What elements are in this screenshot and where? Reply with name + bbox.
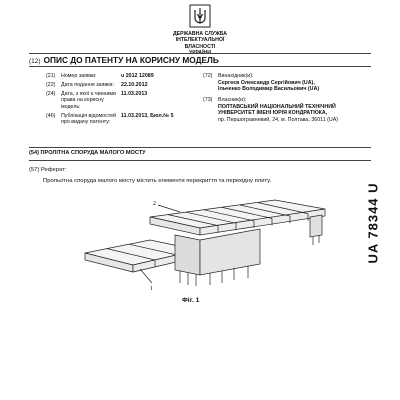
divider-title-bottom — [29, 160, 371, 161]
biblio-code: (46) — [46, 113, 56, 119]
biblio-code: (21) — [46, 73, 56, 79]
owner-name: ПОЛТАВСЬКИЙ НАЦІОНАЛЬНИЙ ТЕХНІЧНИЙ УНІВЕРСИТЕТ ІМЕНІ ЮРІЯ КОНДРАТЮКА, — [218, 103, 336, 117]
biblio-value: 11.03.2013, Бюл.№ 5 — [121, 113, 174, 119]
divider-biblio — [29, 147, 371, 148]
office-line-1: ДЕРЖАВНА СЛУЖБА — [172, 31, 228, 37]
owner-label: Власник(и): — [218, 97, 247, 103]
patent-number-vertical — [358, 178, 388, 268]
figure-caption: Фіг. 1 — [182, 297, 200, 304]
title-text: ПРОЛІТНА СПОРУДА МАЛОГО МОСТУ — [40, 150, 146, 156]
biblio-value: 11.03.2013 — [121, 91, 148, 97]
divider-top — [29, 53, 371, 54]
doc-type-text: ОПИС ДО ПАТЕНТУ НА КОРИСНУ МОДЕЛЬ — [43, 55, 219, 65]
trident-emblem-icon — [188, 4, 212, 28]
inventor-name: Ільченко Володимир Васильович (UA) — [218, 86, 320, 93]
biblio-left — [46, 73, 196, 143]
office-line-3: ВЛАСНОСТІ — [184, 43, 216, 50]
biblio-label: Публікація відомостей про видачу патенту: — [61, 113, 117, 126]
invention-title — [29, 150, 146, 156]
abstract-text: Прольотна споруда малого мосту містить елементи перекриття та перехідну плиту. — [43, 178, 272, 184]
biblio-code: (22) — [46, 82, 56, 88]
abstract-code: (57) — [29, 167, 40, 173]
biblio-value: u 2012 12089 — [121, 73, 154, 79]
biblio-right — [203, 73, 373, 148]
inventor-name: Сергеєв Олександр Сергійович (UA), — [218, 79, 315, 86]
inventors-code: (72) — [203, 73, 213, 79]
owner-code: (73) — [203, 97, 213, 103]
document-type — [29, 55, 219, 65]
abstract-label: Реферат: — [40, 167, 67, 173]
biblio-label: Дата подання заявки: — [61, 82, 114, 88]
patent-number-text: UA 78344 U — [365, 182, 381, 264]
biblio-code: (24) — [46, 91, 56, 97]
office-line-2: ІНТЕЛЕКТУАЛЬНОЇ — [175, 37, 225, 44]
title-code: (54) — [29, 150, 39, 156]
owner-address: пр. Першотравневий, 24, м. Полтава, 36011 (UA) — [218, 116, 339, 123]
inventors-label: Винахідник(и): — [218, 73, 254, 79]
bridge-drawing — [80, 195, 330, 295]
biblio-value: 22.10.2012 — [121, 82, 148, 88]
figure-label-2: 2 — [153, 201, 156, 207]
office-line-4: УКРАЇНИ — [188, 49, 212, 56]
figure-label-1: 1 — [150, 286, 153, 292]
doc-type-code: (12) — [29, 58, 41, 65]
biblio-label: Номер заявки: — [61, 73, 97, 79]
abstract-heading — [29, 167, 66, 173]
biblio-label: Дата, з якої є чинними права на корисну модель: — [61, 91, 117, 110]
divider-title — [29, 66, 371, 67]
